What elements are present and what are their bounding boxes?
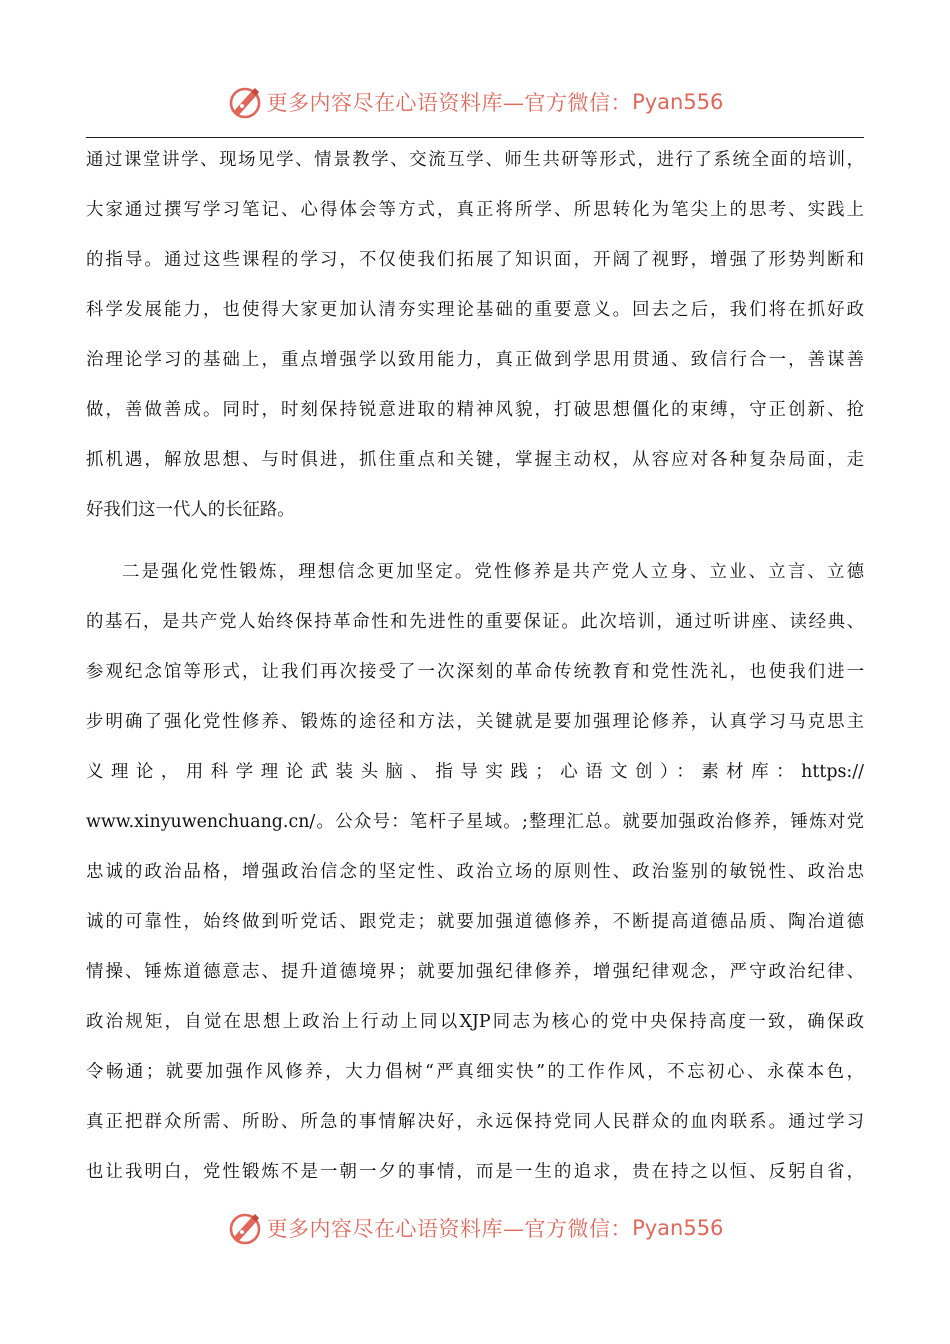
text-line: 二是强化党性锻炼，理想信念更加坚定。党性修养是共产党人立身、立业、立言、立德	[122, 562, 864, 582]
text-line: 情操、锤炼道德意志、提升道德境界；就要加强纪律修养，增强纪律观念，严守政治纪律、	[86, 962, 864, 982]
text-line: 参观纪念馆等形式，让我们再次接受了一次深刻的革命传统教育和党性洗礼，也使我们进一	[86, 662, 864, 682]
footer-banner	[0, 1206, 950, 1250]
header-divider	[86, 137, 864, 138]
text-line: www.xinyuwenchuang.cn/。公众号：笔杆子星域。;整理汇总。就要加强政治修养，锤炼对党	[86, 812, 864, 832]
text-line: 做，善做善成。同时，时刻保持锐意进取的精神风貌，打破思想僵化的束缚，守正创新、抢	[86, 400, 864, 420]
text-line: 科学发展能力，也使得大家更加认清夯实理论基础的重要意义。回去之后，我们将在抓好政	[86, 300, 864, 320]
text-line: 令畅通；就要加强作风修养，大力倡树“严真细实快”的工作作风，不忘初心、永葆本色，	[86, 1062, 864, 1082]
banner-text: 更多内容尽在心语资料库—官方微信：	[266, 91, 633, 115]
text-line: 治理论学习的基础上，重点增强学以致用能力，真正做到学思用贯通、致信行合一，善谋善	[86, 350, 864, 370]
text-line: 通过课堂讲学、现场见学、情景教学、交流互学、师生共研等形式，进行了系统全面的培训，	[86, 150, 864, 170]
banner-wechat-handle: Pyan556	[632, 90, 724, 114]
banner-text: 更多内容尽在心语资料库—官方微信：	[266, 1217, 633, 1241]
paragraph-1	[86, 140, 864, 540]
text-line: 诚的可靠性，始终做到听党话、跟党走；就要加强道德修养，不断提高道德品质、陶冶道德	[86, 912, 864, 932]
text-line: 真正把群众所需、所盼、所急的事情解决好，永远保持党同人民群众的血肉联系。通过学习	[86, 1112, 864, 1132]
pen-logo-icon	[227, 1210, 263, 1246]
text-line: 抓机遇，解放思想、与时俱进，抓住重点和关键，掌握主动权，从容应对各种复杂局面，走	[86, 450, 864, 470]
text-line: 的基石，是共产党人始终保持革命性和先进性的重要保证。此次培训，通过听讲座、读经典、	[86, 612, 864, 632]
text-line: 政治规矩，自觉在思想上政治上行动上同以XJP同志为核心的党中央保持高度一致，确保政	[86, 1012, 864, 1032]
text-line: 的指导。通过这些课程的学习，不仅使我们拓展了知识面，开阔了视野，增强了形势判断和	[86, 250, 864, 270]
text-line: 好我们这一代人的长征路。	[86, 500, 295, 520]
banner-wechat-handle: Pyan556	[632, 1216, 724, 1240]
header-banner	[0, 80, 950, 124]
paragraph-2	[86, 552, 864, 1202]
document-body	[86, 140, 864, 1202]
text-line: 大家通过撰写学习笔记、心得体会等方式，真正将所学、所思转化为笔尖上的思考、实践上	[86, 200, 864, 220]
text-line: 步明确了强化党性修养、锻炼的途径和方法，关键就是要加强理论修养，认真学习马克思主	[86, 712, 864, 732]
text-line: 忠诚的政治品格，增强政治信念的坚定性、政治立场的原则性、政治鉴别的敏锐性、政治忠	[86, 862, 864, 882]
text-line: 也让我明白，党性锻炼不是一朝一夕的事情，而是一生的追求，贵在持之以恒、反躬自省，	[86, 1162, 864, 1182]
pen-logo-icon	[227, 84, 263, 120]
text-line: 义理论，用科学理论武装头脑、指导实践；心语文创）：素材库：https://	[86, 762, 864, 782]
